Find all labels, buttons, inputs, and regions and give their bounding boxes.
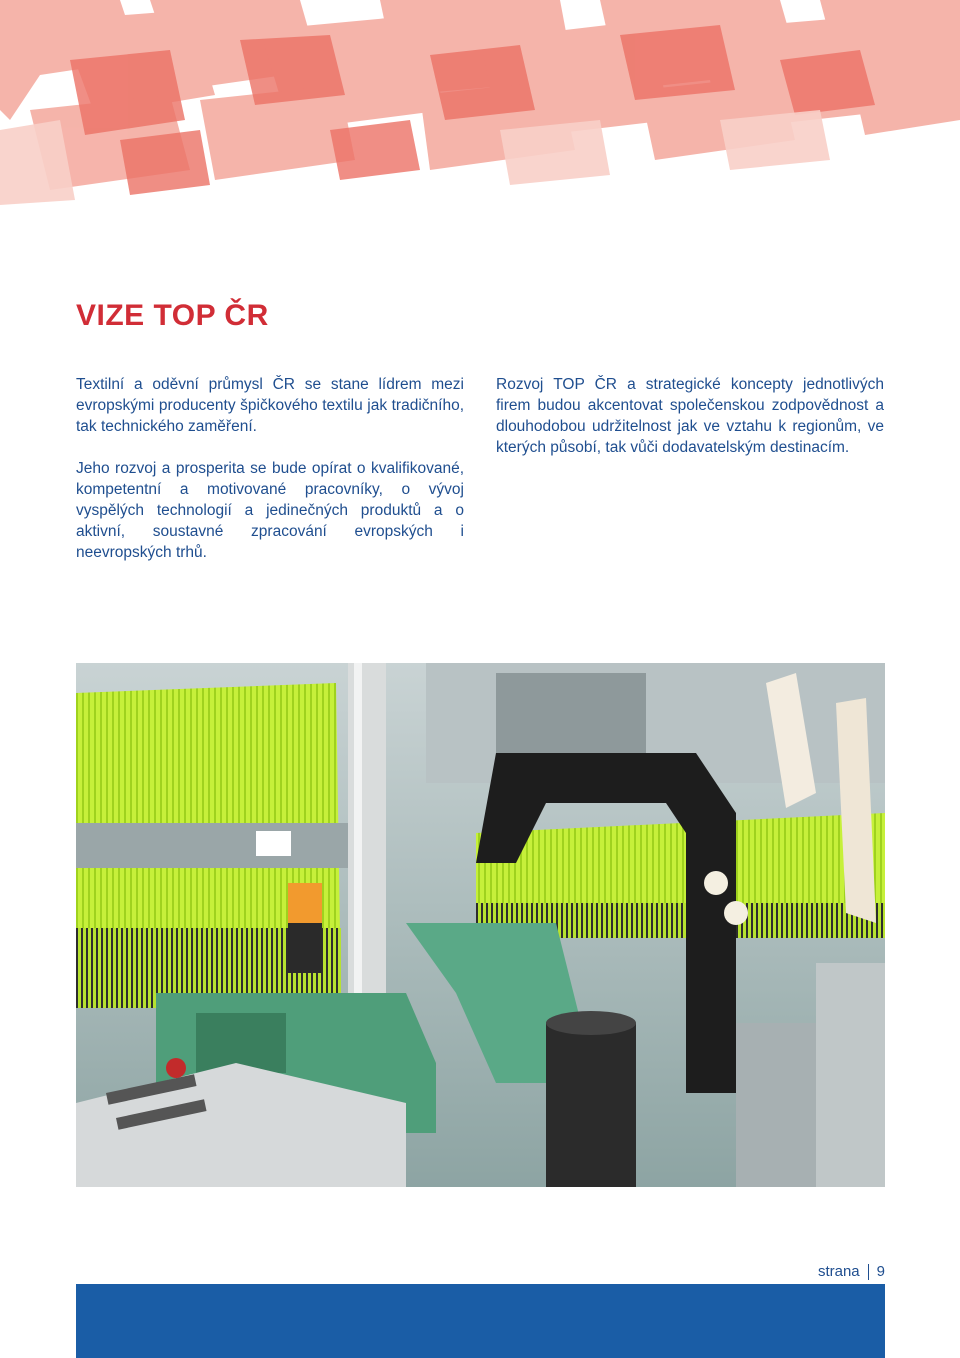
page-footer-label [818,1262,885,1282]
textile-loom-photo [76,663,885,1187]
right-text-column [496,374,884,479]
footer-bar [76,1284,885,1358]
left-paragraph-2: Jeho rozvoj a prosperita se bude opírat o kvalifikované, kompetentní a motivované pracovníky, o vývoj vyspělých technologií a jedinečných produktů a o aktivní, soustavné zpracování evropských i neevropských trhů. [76,460,464,561]
page-label-divider [868,1264,869,1280]
right-paragraph-1: Rozvoj TOP ČR a strategické koncepty jednotlivých firem budou akcentovat společenskou zodpovědnost a dlouhodobou udržitelnost jak ve vztahu k regionům, ve kterých působí, tak vůči dodavatelským destinacím. [496,376,884,456]
page-title: VIZE TOP ČR [76,299,269,332]
page-label-text: strana [817,1263,860,1280]
left-paragraph-1: Textilní a oděvní průmysl ČR se stane lídrem mezi evropskými producenty špičkového textilu jak tradičního, tak technického zaměření. [76,376,464,435]
loom-illustration [76,663,885,1187]
left-text-column [76,374,464,584]
decorative-banner [0,0,960,210]
banner-pattern-graphic [0,0,960,210]
page-number: 9 [876,1263,885,1280]
